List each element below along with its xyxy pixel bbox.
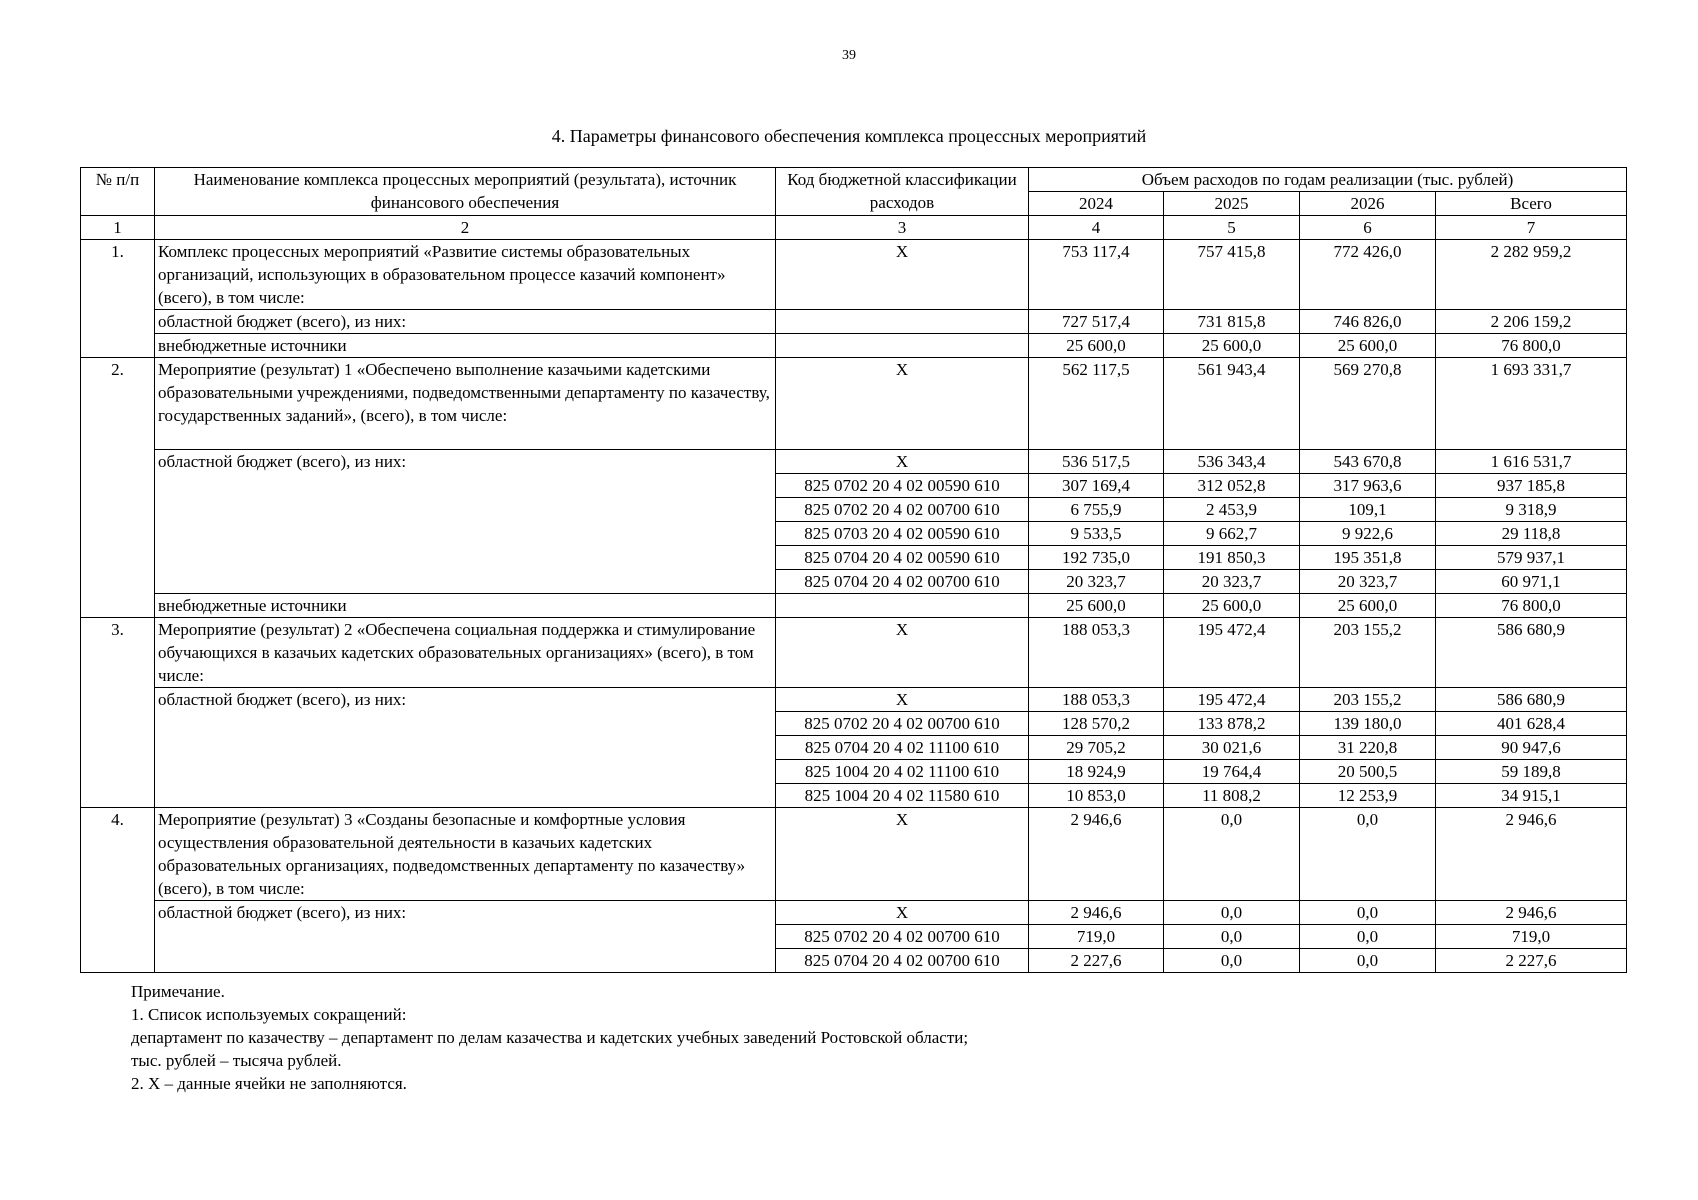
row-name: Комплекс процессных мероприятий «Развитие системы образовательных организаций, использующих в образовательном процессе казачий компонент» (всего), в том числе: [155,240,776,310]
row-value-2024: 18 924,9 [1029,760,1164,784]
row-value-2024: 562 117,5 [1029,358,1164,450]
table-row [81,310,1627,334]
row-value-2024: 727 517,4 [1029,310,1164,334]
row-value-total: 76 800,0 [1436,594,1627,618]
note-line: 2. Х – данные ячейки не заполняются. [131,1074,407,1093]
row-number: 1. [81,240,155,358]
row-value-2025: 20 323,7 [1164,570,1300,594]
row-value-total: 1 616 531,7 [1436,450,1627,474]
row-kbk: 825 0704 20 4 02 11100 610 [776,736,1029,760]
row-value-2026: 0,0 [1300,901,1436,925]
row-number: 3. [81,618,155,808]
row-value-2024: 307 169,4 [1029,474,1164,498]
row-value-2025: 561 943,4 [1164,358,1300,450]
row-value-2024: 192 735,0 [1029,546,1164,570]
row-value-2025: 191 850,3 [1164,546,1300,570]
row-value-total: 29 118,8 [1436,522,1627,546]
row-kbk: Х [776,240,1029,310]
row-value-2025: 0,0 [1164,925,1300,949]
column-number: 5 [1164,216,1300,240]
row-value-2024: 25 600,0 [1029,334,1164,358]
column-number: 6 [1300,216,1436,240]
header-year-2024: 2024 [1029,192,1164,216]
row-value-total: 9 318,9 [1436,498,1627,522]
row-value-2026: 139 180,0 [1300,712,1436,736]
row-value-2026: 195 351,8 [1300,546,1436,570]
row-value-2026: 543 670,8 [1300,450,1436,474]
row-kbk [776,310,1029,334]
row-value-total: 2 946,6 [1436,808,1627,901]
header-volume: Объем расходов по годам реализации (тыс. рублей) [1029,168,1627,192]
row-kbk: 825 0704 20 4 02 00700 610 [776,570,1029,594]
row-value-total: 59 189,8 [1436,760,1627,784]
notes [131,980,968,1095]
row-kbk: 825 0703 20 4 02 00590 610 [776,522,1029,546]
row-value-2026: 203 155,2 [1300,688,1436,712]
row-value-total: 2 282 959,2 [1436,240,1627,310]
row-kbk [776,334,1029,358]
row-value-2025: 195 472,4 [1164,618,1300,688]
header-name: Наименование комплекса процессных мероприятий (результата), источник финансового обеспечения [155,168,776,216]
row-kbk: 825 0702 20 4 02 00700 610 [776,712,1029,736]
row-value-2025: 536 343,4 [1164,450,1300,474]
row-value-total: 1 693 331,7 [1436,358,1627,450]
row-kbk: Х [776,358,1029,450]
notes-heading: Примечание. [131,982,225,1001]
row-name: Мероприятие (результат) 1 «Обеспечено выполнение казачьими кадетскими образовательными учреждениями, подведомственными департаменту по казачеству, государственных заданий», (всего), в том числе: [155,358,776,450]
note-line: 1. Список используемых сокращений: [131,1005,407,1024]
table-row [81,450,1627,474]
row-value-2025: 9 662,7 [1164,522,1300,546]
row-value-2025: 731 815,8 [1164,310,1300,334]
row-value-2026: 9 922,6 [1300,522,1436,546]
row-kbk: 825 0702 20 4 02 00590 610 [776,474,1029,498]
row-value-2025: 2 453,9 [1164,498,1300,522]
header-kbk: Код бюджетной классификации расходов [776,168,1029,216]
row-value-total: 90 947,6 [1436,736,1627,760]
row-value-2024: 9 533,5 [1029,522,1164,546]
row-value-2025: 30 021,6 [1164,736,1300,760]
row-value-2025: 133 878,2 [1164,712,1300,736]
row-value-2024: 188 053,3 [1029,688,1164,712]
row-name: внебюджетные источники [155,334,776,358]
row-value-2026: 20 500,5 [1300,760,1436,784]
row-value-total: 34 915,1 [1436,784,1627,808]
row-kbk: 825 1004 20 4 02 11580 610 [776,784,1029,808]
header-row [81,168,1627,192]
row-value-2026: 569 270,8 [1300,358,1436,450]
row-value-2026: 317 963,6 [1300,474,1436,498]
row-value-2026: 203 155,2 [1300,618,1436,688]
row-value-total: 586 680,9 [1436,688,1627,712]
note-line: департамент по казачеству – департамент по делам казачества и кадетских учебных заведений Ростовской области; [131,1028,969,1047]
row-value-2025: 19 764,4 [1164,760,1300,784]
row-kbk: Х [776,808,1029,901]
header-year-2025: 2025 [1164,192,1300,216]
column-number: 3 [776,216,1029,240]
page-title: 4. Параметры финансового обеспечения комплекса процессных мероприятий [551,126,1147,146]
row-value-2026: 746 826,0 [1300,310,1436,334]
row-kbk: Х [776,901,1029,925]
row-kbk: Х [776,450,1029,474]
row-kbk: 825 0702 20 4 02 00700 610 [776,498,1029,522]
column-number: 4 [1029,216,1164,240]
table-row [81,901,1627,925]
table-row [81,240,1627,310]
financing-table [80,167,1627,973]
header-total: Всего [1436,192,1627,216]
row-value-2026: 0,0 [1300,925,1436,949]
row-number: 4. [81,808,155,973]
row-value-2025: 757 415,8 [1164,240,1300,310]
row-value-2025: 0,0 [1164,808,1300,901]
table-row [81,334,1627,358]
row-value-2025: 25 600,0 [1164,334,1300,358]
header-year-2026: 2026 [1300,192,1436,216]
row-kbk: 825 0704 20 4 02 00700 610 [776,949,1029,973]
row-value-2024: 753 117,4 [1029,240,1164,310]
row-value-2024: 2 946,6 [1029,901,1164,925]
table-row [81,358,1627,450]
row-value-2024: 29 705,2 [1029,736,1164,760]
row-value-total: 579 937,1 [1436,546,1627,570]
row-value-2026: 772 426,0 [1300,240,1436,310]
column-number-row [81,216,1627,240]
row-value-2026: 25 600,0 [1300,334,1436,358]
row-value-2024: 2 946,6 [1029,808,1164,901]
row-value-2026: 25 600,0 [1300,594,1436,618]
row-value-2024: 20 323,7 [1029,570,1164,594]
row-value-2025: 0,0 [1164,949,1300,973]
row-value-2024: 6 755,9 [1029,498,1164,522]
row-name: областной бюджет (всего), из них: [155,901,776,973]
row-kbk [776,594,1029,618]
row-value-total: 586 680,9 [1436,618,1627,688]
note-line: тыс. рублей – тысяча рублей. [131,1051,342,1070]
row-value-2024: 10 853,0 [1029,784,1164,808]
row-value-total: 2 227,6 [1436,949,1627,973]
page-number: 39 [842,48,856,63]
row-kbk: Х [776,688,1029,712]
row-value-2025: 312 052,8 [1164,474,1300,498]
row-name: внебюджетные источники [155,594,776,618]
column-number: 1 [81,216,155,240]
row-value-2024: 536 517,5 [1029,450,1164,474]
row-value-2025: 25 600,0 [1164,594,1300,618]
row-value-2024: 2 227,6 [1029,949,1164,973]
row-value-2026: 20 323,7 [1300,570,1436,594]
row-kbk: 825 0704 20 4 02 00590 610 [776,546,1029,570]
row-name: Мероприятие (результат) 3 «Созданы безопасные и комфортные условия осуществления образовательной деятельности в казачьих кадетских образовательных организациях, подведомственных департаменту по казачеству» (всего), в том числе: [155,808,776,901]
row-value-2026: 12 253,9 [1300,784,1436,808]
row-value-total: 401 628,4 [1436,712,1627,736]
row-value-total: 2 946,6 [1436,901,1627,925]
row-name: Мероприятие (результат) 2 «Обеспечена социальная поддержка и стимулирование обучающихся в казачьих кадетских образовательных организациях» (всего), в том числе: [155,618,776,688]
row-value-2024: 128 570,2 [1029,712,1164,736]
column-number: 7 [1436,216,1627,240]
row-value-2026: 109,1 [1300,498,1436,522]
row-value-2025: 11 808,2 [1164,784,1300,808]
row-kbk: 825 0702 20 4 02 00700 610 [776,925,1029,949]
row-value-total: 719,0 [1436,925,1627,949]
row-value-2024: 188 053,3 [1029,618,1164,688]
row-name: областной бюджет (всего), из них: [155,310,776,334]
row-value-total: 937 185,8 [1436,474,1627,498]
row-value-total: 76 800,0 [1436,334,1627,358]
row-kbk: 825 1004 20 4 02 11100 610 [776,760,1029,784]
row-value-2025: 0,0 [1164,901,1300,925]
header-num: № п/п [81,168,155,216]
column-number: 2 [155,216,776,240]
row-value-2025: 195 472,4 [1164,688,1300,712]
table-row [81,618,1627,688]
row-value-total: 60 971,1 [1436,570,1627,594]
row-value-2024: 25 600,0 [1029,594,1164,618]
table-row [81,808,1627,901]
row-name: областной бюджет (всего), из них: [155,450,776,594]
row-number: 2. [81,358,155,618]
row-value-total: 2 206 159,2 [1436,310,1627,334]
row-value-2026: 0,0 [1300,949,1436,973]
row-value-2024: 719,0 [1029,925,1164,949]
row-value-2026: 0,0 [1300,808,1436,901]
table-row [81,688,1627,712]
row-kbk: Х [776,618,1029,688]
row-name: областной бюджет (всего), из них: [155,688,776,808]
table-row [81,594,1627,618]
row-value-2026: 31 220,8 [1300,736,1436,760]
